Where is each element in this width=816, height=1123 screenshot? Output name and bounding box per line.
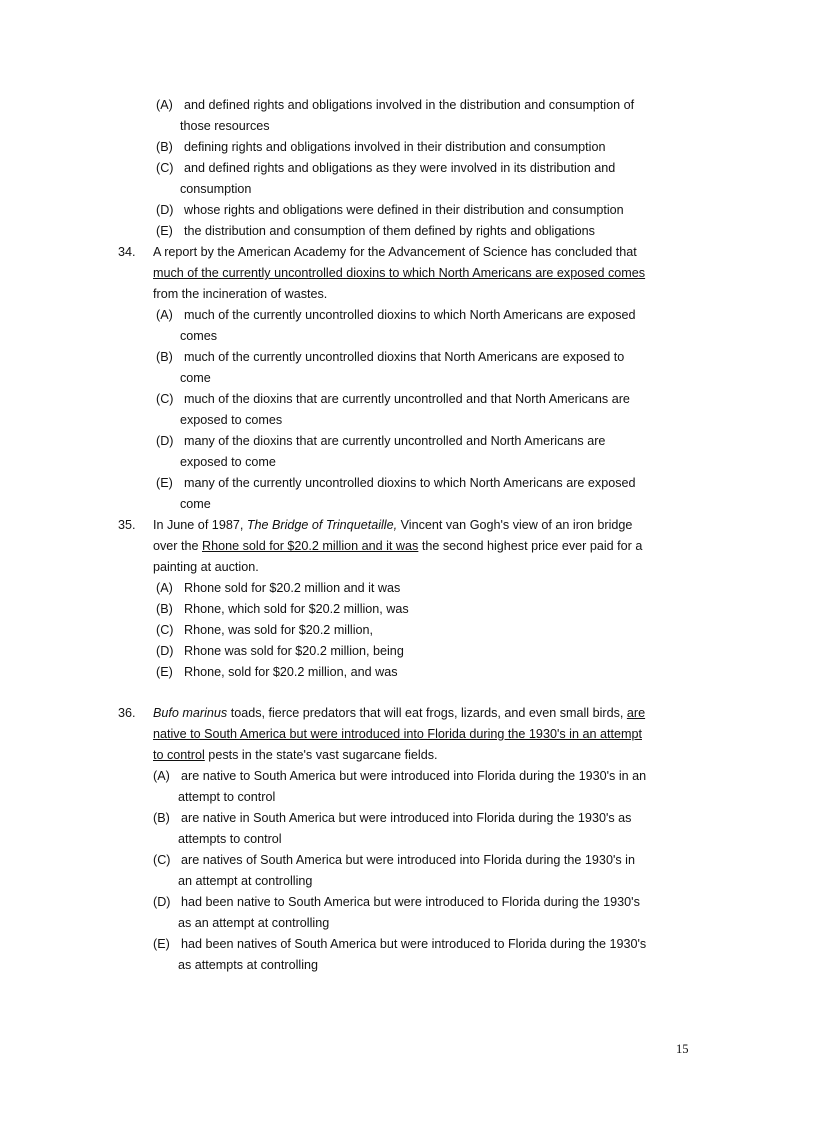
species-name: Bufo marinus [153, 706, 228, 720]
option-text: Rhone was sold for $20.2 million, being [184, 644, 404, 658]
option-label: (B) [156, 602, 173, 616]
option-text: Rhone, which sold for $20.2 million, was [184, 602, 409, 616]
option-label: (B) [156, 140, 173, 154]
option-text: the distribution and consumption of them defined by rights and obligations [184, 224, 595, 238]
question-number: 36. [118, 706, 136, 720]
option-text: attempts to control [178, 832, 282, 846]
option-label: (E) [156, 665, 173, 679]
option-text: much of the currently uncontrolled dioxins to which North Americans are exposed [184, 308, 636, 322]
option-label: (C) [156, 392, 174, 406]
option-label: (D) [156, 203, 174, 217]
option-text: are native in South America but were introduced into Florida during the 1930's as [181, 811, 632, 825]
option-label: (C) [156, 161, 174, 175]
option-label: (B) [156, 350, 173, 364]
question-text: toads, fierce predators that will eat frogs, lizards, and even small birds, [227, 706, 627, 720]
painting-title: The Bridge of Trinquetaille, [246, 518, 398, 532]
option-text: those resources [180, 119, 270, 133]
underlined-text: to control [153, 748, 205, 762]
underlined-text: much of the currently uncontrolled dioxins to which North Americans are exposed comes [153, 266, 646, 280]
option-text: much of the dioxins that are currently uncontrolled and that North Americans are [184, 392, 630, 406]
option-label: (A) [156, 581, 173, 595]
option-label: (A) [156, 98, 173, 112]
option-label: (D) [156, 644, 174, 658]
question-text: over the [153, 539, 203, 553]
option-label: (C) [156, 623, 174, 637]
option-text: many of the dioxins that are currently uncontrolled and North Americans are [184, 434, 606, 448]
option-text: and defined rights and obligations as they were involved in its distribution and [184, 161, 616, 175]
page-number: 15 [676, 1042, 689, 1056]
option-text: Rhone, was sold for $20.2 million, [184, 623, 374, 637]
option-text: Rhone, sold for $20.2 million, and was [184, 665, 398, 679]
option-label: (A) [153, 769, 170, 783]
option-text: as an attempt at controlling [178, 916, 330, 930]
option-text: many of the currently uncontrolled dioxins to which North Americans are exposed [184, 476, 636, 490]
underlined-text: Rhone sold for $20.2 million and it was [202, 539, 419, 553]
option-text: had been natives of South America but were introduced to Florida during the 1930's [181, 937, 647, 951]
question-text: the second highest price ever paid for a [418, 539, 643, 553]
option-text: whose rights and obligations were defined in their distribution and consumption [184, 203, 624, 217]
question-text: pests in the state's vast sugarcane fields. [204, 748, 438, 762]
option-text: are natives of South America but were introduced into Florida during the 1930's in [181, 853, 635, 867]
option-label: (D) [156, 434, 174, 448]
option-label: (A) [156, 308, 173, 322]
option-label: (E) [156, 476, 173, 490]
option-text: and defined rights and obligations involved in the distribution and consumption of [184, 98, 635, 112]
question-text: In June of 1987, [153, 518, 247, 532]
question-text: Vincent van Gogh's view of an iron bridge [397, 518, 633, 532]
option-text: consumption [180, 182, 252, 196]
option-text: as attempts at controlling [178, 958, 319, 972]
option-label: (E) [156, 224, 173, 238]
option-text: Rhone sold for $20.2 million and it was [184, 581, 401, 595]
option-label: (B) [153, 811, 170, 825]
option-text: attempt to control [178, 790, 276, 804]
option-text: defining rights and obligations involved in their distribution and consumption [184, 140, 606, 154]
option-label: (C) [153, 853, 171, 867]
option-text: come [180, 371, 211, 385]
option-label: (E) [153, 937, 170, 951]
underlined-text: are [626, 706, 646, 720]
question-number: 35. [118, 518, 136, 532]
option-label: (D) [153, 895, 171, 909]
option-text: exposed to come [180, 455, 276, 469]
underlined-text: native to South America but were introduced into Florida during the 1930's in an attempt [153, 727, 642, 741]
option-text: come [180, 497, 211, 511]
option-text: comes [180, 329, 218, 343]
question-text: from the incineration of wastes. [153, 287, 328, 301]
option-text: much of the currently uncontrolled dioxins that North Americans are exposed to [184, 350, 625, 364]
question-number: 34. [118, 245, 136, 259]
option-text: had been native to South America but were introduced to Florida during the 1930's [181, 895, 640, 909]
option-text: exposed to comes [180, 413, 283, 427]
question-text: painting at auction. [153, 560, 259, 574]
option-text: an attempt at controlling [178, 874, 313, 888]
option-text: are native to South America but were introduced into Florida during the 1930's in an [181, 769, 647, 783]
question-text: A report by the American Academy for the Advancement of Science has concluded that [153, 245, 637, 259]
